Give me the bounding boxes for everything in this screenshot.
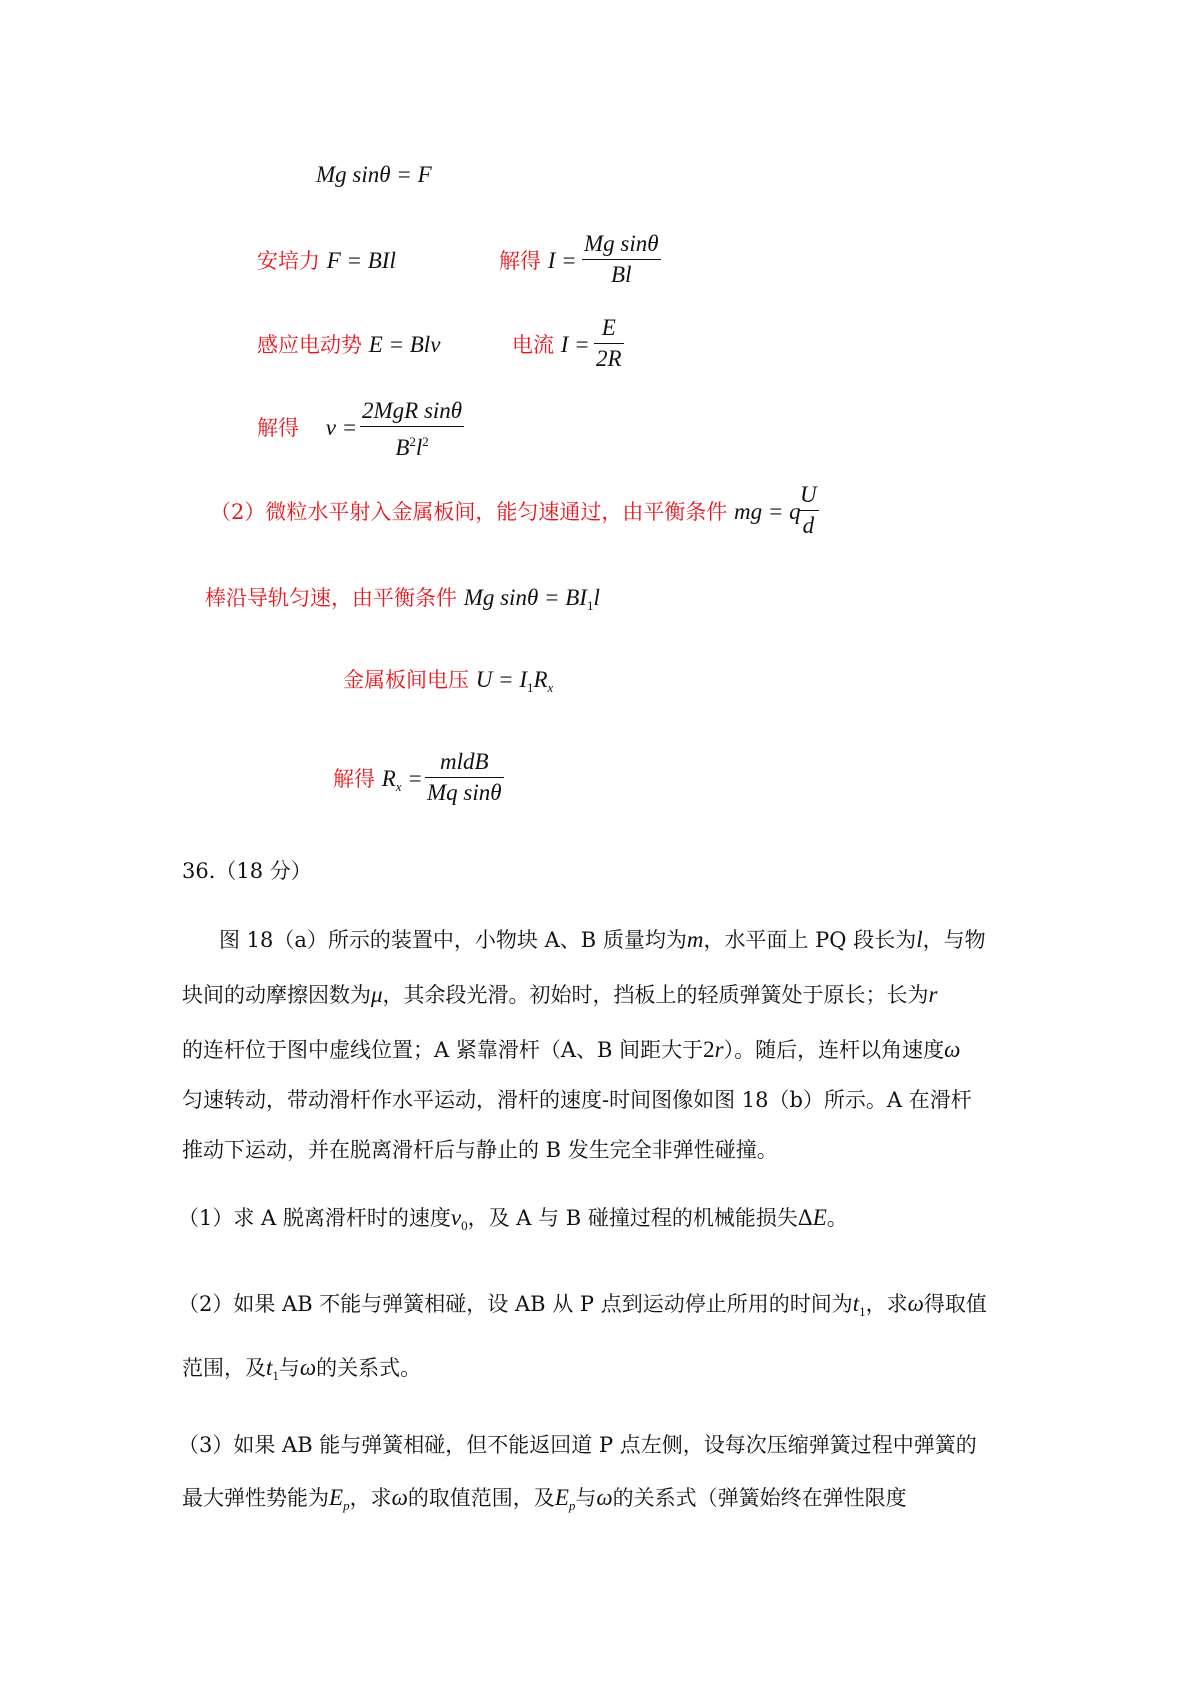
- solve-velocity-line: [257, 413, 357, 443]
- problem-line-5: 推动下运动，并在脱离滑杆后与静止的 B 发生完全非弹性碰撞。: [182, 1138, 778, 1162]
- fraction-velocity: [360, 396, 464, 460]
- text: ，求: [349, 1486, 392, 1510]
- text: 得取值: [923, 1292, 987, 1316]
- solve-label-2: 解得: [257, 416, 299, 440]
- fraction-u-over-d: [798, 480, 819, 541]
- text: ，其余段光滑。初始时，挡板上的轻质弹簧处于原长；长为: [382, 983, 929, 1007]
- fraction-u-numerator: U: [800, 482, 817, 507]
- problem-number: 36.（18 分）: [182, 859, 312, 883]
- text: 块间的动摩擦因数为: [182, 983, 371, 1007]
- part2-lhs: mg = q: [734, 499, 801, 524]
- fraction-d-denominator: d: [802, 513, 815, 538]
- text: 与: [575, 1486, 597, 1510]
- text: （2）如果 AB 不能与弹簧相碰，设 AB 从 P 点到运动停止所用的时间为: [178, 1292, 853, 1316]
- solve-label-1: 解得: [499, 249, 541, 273]
- fraction-current-numerator: Mg sinθ: [584, 231, 659, 256]
- solve-rx-line: [333, 764, 423, 802]
- problem-line-1: 图 18（a）所示的装置中，小物块 A、B 质量均为m，水平面上 PQ 段长为l，与物: [219, 927, 986, 952]
- problem-line-3: 的连杆位于图中虚线位置；A 紧靠滑杆（A、B 间距大于2r）。随后，连杆以角速度ω: [182, 1037, 961, 1062]
- text: ，及 A 与 B 碰撞过程的机械能损失: [467, 1206, 798, 1230]
- equation-equilibrium: Mg sinθ = F: [316, 162, 432, 187]
- rx-lhs: $R_x$ =: [381, 766, 423, 794]
- fraction-velocity-numerator: 2MgR sinθ: [362, 398, 463, 423]
- voltage-line: [343, 665, 553, 703]
- current-lhs: I =: [560, 332, 590, 357]
- current-label: 电流: [512, 333, 554, 357]
- problem-line-2: 块间的动摩擦因数为μ，其余段光滑。初始时，挡板上的轻质弹簧处于原长；长为r: [182, 982, 938, 1007]
- text: 的关系式（弹簧始终在弹性限度: [612, 1486, 907, 1510]
- fraction-emf-over-2r: [594, 313, 624, 374]
- part2-label: （2）微粒水平射入金属板间，能匀速通过，由平衡条件: [210, 500, 728, 524]
- question-2-cont: 范围，及$t_1$与ω的关系式。: [182, 1355, 422, 1383]
- text: 图 18（a）所示的装置中，小物块 A、B 质量均为: [219, 928, 687, 952]
- solve-current-line: [499, 246, 577, 276]
- voltage-label: 金属板间电压: [343, 668, 469, 692]
- text: 最大弹性势能为: [182, 1486, 329, 1510]
- emf-line: [257, 330, 440, 360]
- fraction-current: [582, 229, 661, 290]
- rod-line: [205, 583, 600, 621]
- solve-label-3: 解得: [333, 767, 375, 791]
- fraction-emf-denominator: 2R: [596, 346, 622, 371]
- text: ）。随后，连杆以角速度: [723, 1038, 945, 1062]
- text: 的取值范围，及: [407, 1486, 555, 1510]
- text: 的关系式。: [316, 1356, 422, 1380]
- text: 。: [826, 1206, 848, 1230]
- part2-line: [210, 497, 801, 527]
- text: ，与物: [922, 928, 986, 952]
- text: 范围，及: [182, 1356, 266, 1380]
- problem-line-4: 匀速转动，带动滑杆作水平运动，滑杆的速度-时间图像如图 18（b）所示。A 在滑杆: [182, 1088, 972, 1112]
- question-3-cont: 最大弹性势能为$E_p$，求ω的取值范围，及$E_p$与ω的关系式（弹簧始终在弹性限度: [182, 1485, 907, 1513]
- ampere-label: 安培力: [257, 249, 320, 273]
- emf-label: 感应电动势: [257, 333, 362, 357]
- question-1: （1）求 A 脱离滑杆时的速度$v_0$，及 A 与 B 碰撞过程的机械能损失ΔE。: [178, 1205, 848, 1233]
- text: 的连杆位于图中虚线位置；A 紧靠滑杆（A、B 间距大于: [182, 1038, 704, 1062]
- current-line: [512, 330, 590, 360]
- fraction-emf-numerator: E: [601, 315, 616, 340]
- solve-current-lhs: I =: [547, 248, 577, 273]
- ampere-equation: F = BIl: [326, 248, 396, 273]
- text: ，求: [865, 1292, 908, 1316]
- fraction-velocity-denominator: $B^2l^2$: [395, 434, 429, 460]
- fraction-rx-numerator: mldB: [440, 749, 489, 774]
- text: 与: [278, 1356, 300, 1380]
- question-2: （2）如果 AB 不能与弹簧相碰，设 AB 从 P 点到运动停止所用的时间为$t_1$，求ω得取值: [178, 1291, 987, 1319]
- text: （1）求 A 脱离滑杆时的速度: [178, 1206, 451, 1230]
- ampere-line: [257, 246, 396, 276]
- voltage-equation: $U = I_1R_x$: [475, 667, 554, 695]
- velocity-lhs: v =: [325, 415, 358, 440]
- text: ，水平面上 PQ 段长为: [703, 928, 917, 952]
- emf-equation: E = Blv: [368, 332, 441, 357]
- rod-label: 棒沿导轨匀速，由平衡条件: [205, 586, 457, 610]
- fraction-rx-denominator: Mq sinθ: [427, 780, 502, 805]
- question-3: （3）如果 AB 能与弹簧相碰，但不能返回道 P 点左侧，设每次压缩弹簧过程中弹簧的: [178, 1433, 977, 1457]
- rod-equation: Mg $\sin\theta = BI_1l$: [463, 585, 600, 613]
- fraction-rx: [425, 747, 504, 808]
- fraction-current-denominator: Bl: [611, 262, 632, 287]
